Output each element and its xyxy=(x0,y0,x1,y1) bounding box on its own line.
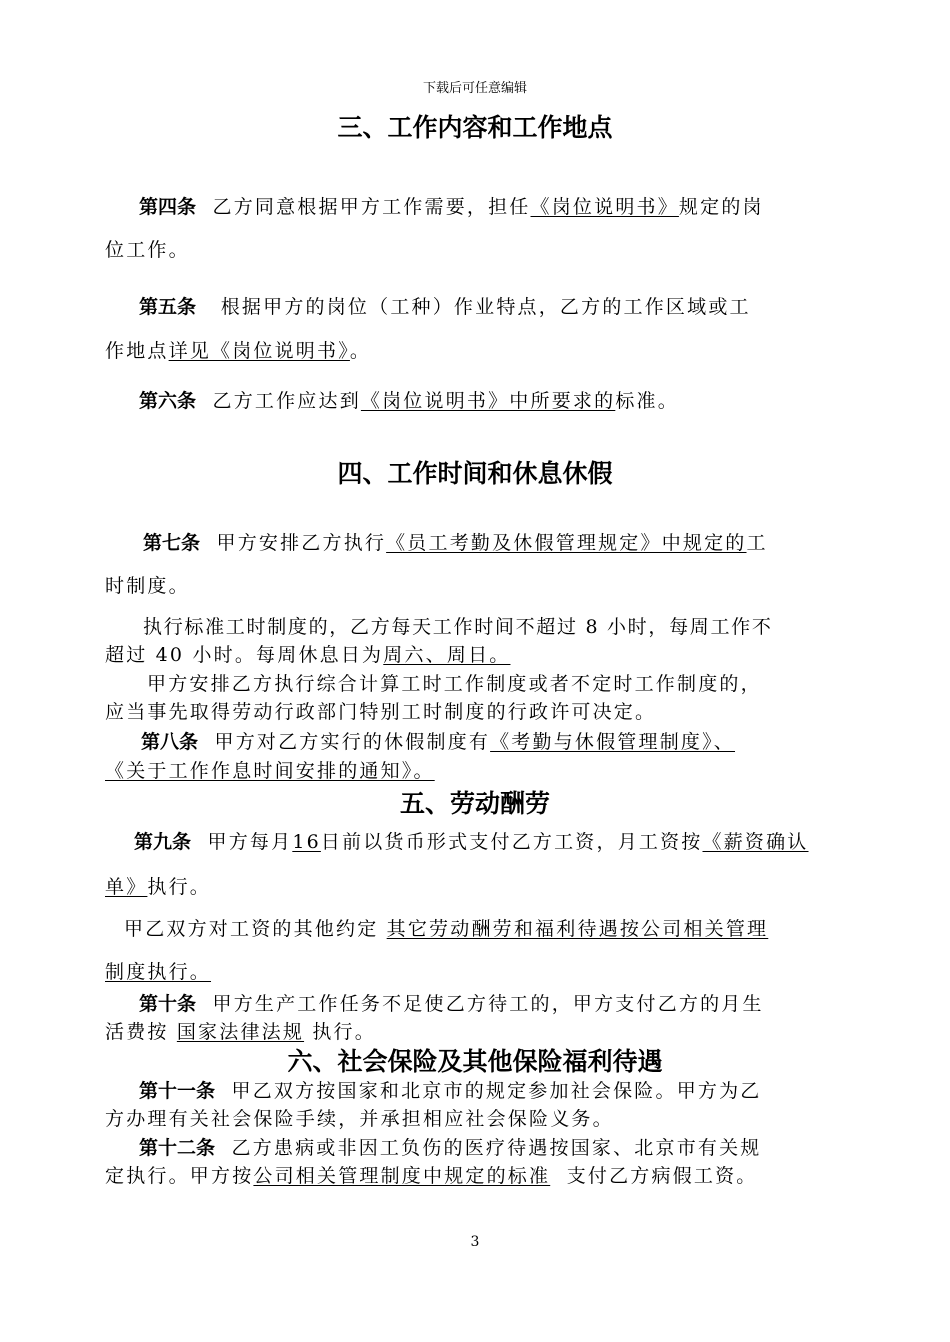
article-10-line-1 xyxy=(139,989,764,1016)
article-12-text-3: 支付乙方病假工资。 xyxy=(566,1165,758,1187)
article-11-line-2: 方办理有关社会保险手续，并承担相应社会保险义务。 xyxy=(105,1108,614,1130)
article-9-underlined-3: 单》 xyxy=(105,876,148,898)
paragraph-9-underlined-2: 制度执行。 xyxy=(105,961,212,983)
paragraph-9-underlined: 其它劳动酬劳和福利待遇按公司相关管理 xyxy=(386,918,769,940)
paragraph-7b-line-2: 应当事先取得劳动行政部门特别工时制度的行政许可决定。 xyxy=(105,701,657,723)
article-8-text: 甲方对乙方实行的休假制度有 xyxy=(214,731,491,753)
article-6-label: 第六条 xyxy=(139,390,197,412)
article-4-underlined: 《岗位说明书》 xyxy=(530,196,679,218)
article-9-text-3: 执行。 xyxy=(147,876,212,898)
article-4-text-2: 规定的岗 xyxy=(678,196,764,218)
article-9-label: 第九条 xyxy=(134,831,192,853)
article-9-line-2 xyxy=(105,872,211,899)
article-8-underlined-2: 《关于工作作息时间安排的通知》。 xyxy=(105,760,435,782)
article-7-text-2: 工 xyxy=(746,532,768,554)
article-10-text: 甲方生产工作任务不足使乙方待工的，甲方支付乙方的月生 xyxy=(212,993,764,1015)
article-9-underlined-2: 《薪资确认 xyxy=(702,831,809,853)
paragraph-9-line-1 xyxy=(124,914,768,941)
section-title-6: 六、社会保险及其他保险福利待遇 xyxy=(287,1047,663,1076)
article-6-underlined: 《岗位说明书》中所要求的 xyxy=(360,390,616,412)
article-9-text-2: 日前以货币形式支付乙方工资，月工资按 xyxy=(320,831,703,853)
article-11-line-1 xyxy=(139,1076,762,1103)
article-4-label: 第四条 xyxy=(139,196,197,218)
article-5-text: 根据甲方的岗位（工种）作业特点，乙方的工作区域或工 xyxy=(220,296,751,318)
article-8-line-2 xyxy=(105,756,435,783)
page-number: 3 xyxy=(470,1234,480,1250)
article-8-line-1 xyxy=(141,727,735,754)
article-10-underlined: 国家法律法规 xyxy=(176,1021,305,1043)
article-10-line-2 xyxy=(105,1017,376,1044)
article-9-line-1 xyxy=(134,827,809,854)
article-4-line-1 xyxy=(139,192,764,219)
article-10-label: 第十条 xyxy=(139,993,197,1015)
article-5-text-2: 作地点 xyxy=(105,340,169,362)
article-7-text: 甲方安排乙方执行 xyxy=(216,532,387,554)
section-title-4: 四、工作时间和休息休假 xyxy=(337,459,613,488)
article-11-text: 甲乙双方按国家和北京市的规定参加社会保险。甲方为乙 xyxy=(231,1080,762,1102)
article-5-text-3: 。 xyxy=(349,340,372,362)
article-12-text-2: 定执行。甲方按 xyxy=(105,1165,254,1187)
article-6-text: 乙方工作应达到 xyxy=(212,390,361,412)
paragraph-7a-line-1: 执行标准工时制度的，乙方每天工作时间不超过 8 小时，每周工作不 xyxy=(143,616,773,638)
article-4-line-2: 位工作。 xyxy=(105,239,190,261)
article-9-text: 甲方每月 xyxy=(207,831,293,853)
paragraph-9-text: 甲乙双方对工资的其他约定 xyxy=(124,918,379,940)
article-8-underlined: 《考勤与休假管理制度》、 xyxy=(490,731,736,753)
article-5-underlined: 详见《岗位说明书》 xyxy=(168,340,350,362)
article-9-underlined: 16 xyxy=(292,831,321,853)
article-7-underlined: 《员工考勤及休假管理规定》中规定的 xyxy=(386,532,747,554)
article-6-text-2: 标准。 xyxy=(615,390,679,412)
paragraph-7b-line-1: 甲方安排乙方执行综合计算工时工作制度或者不定时工作制度的， xyxy=(147,673,762,695)
article-12-text: 乙方患病或非因工负伤的医疗待遇按国家、北京市有关规 xyxy=(231,1137,762,1159)
article-6-line-1 xyxy=(139,386,679,413)
article-10-text-2: 活费按 xyxy=(105,1021,169,1043)
article-12-line-1 xyxy=(139,1133,762,1160)
article-5-label: 第五条 xyxy=(139,296,197,318)
article-11-label: 第十一条 xyxy=(139,1080,216,1102)
article-5-line-1 xyxy=(139,292,751,319)
page-header: 下载后可任意编辑 xyxy=(422,81,527,96)
article-10-text-3: 执行。 xyxy=(312,1021,376,1043)
paragraph-9-line-2 xyxy=(105,957,211,984)
section-title-3: 三、工作内容和工作地点 xyxy=(337,113,613,142)
article-5-line-2 xyxy=(105,336,371,363)
article-7-line-2: 时制度。 xyxy=(105,575,190,597)
paragraph-7a-text: 超过 40 小时。每周休息日为 xyxy=(105,644,384,666)
article-12-underlined: 公司相关管理制度中规定的标准 xyxy=(253,1165,551,1187)
section-title-5: 五、劳动酬劳 xyxy=(399,789,550,818)
article-12-line-2 xyxy=(105,1161,758,1188)
article-7-line-1 xyxy=(143,528,768,555)
paragraph-7a-line-2 xyxy=(105,640,510,667)
article-4-text: 乙方同意根据甲方工作需要，担任 xyxy=(212,196,531,218)
article-8-label: 第八条 xyxy=(141,731,199,753)
article-12-label: 第十二条 xyxy=(139,1137,216,1159)
article-7-label: 第七条 xyxy=(143,532,201,554)
paragraph-7a-underlined: 周六、周日。 xyxy=(383,644,511,666)
